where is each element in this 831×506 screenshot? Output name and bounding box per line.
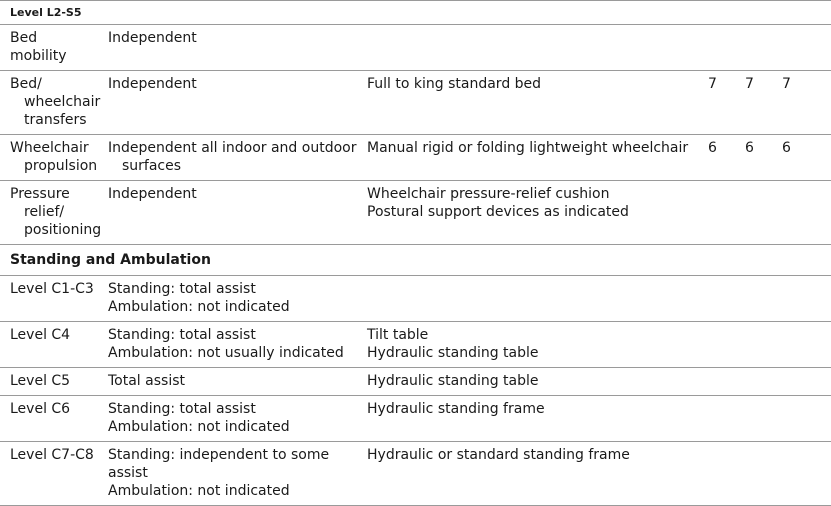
activity-text: Ambulation: not indicated [108,483,290,499]
equipment-text: Postural support devices as indicated [367,204,629,220]
equipment-text: Wheelchair pressure-relief cushion [367,186,610,202]
score-cell [698,368,735,396]
category-cell [0,25,98,71]
category-text: positioning [24,222,102,238]
score-cell: 7 [772,71,831,135]
category-text: Wheelchair [10,140,89,156]
score-cell [698,181,735,245]
equipment-text: Hydraulic or standard standing frame [367,447,630,463]
score-cell [772,181,831,245]
activity-text: surfaces [122,158,182,174]
table-row [0,322,831,368]
activity-cell [98,322,357,368]
level-cell: Level C6 [0,396,98,442]
table-row [0,135,831,181]
category-text: wheelchair [24,94,101,110]
category-text: transfers [24,112,87,128]
equipment-text: Hydraulic standing table [367,345,539,361]
equipment-cell [357,71,698,135]
score-cell: 6 [735,135,772,181]
activity-cell [98,181,357,245]
level-cell: Level C5 [0,368,98,396]
score-cell [735,442,772,506]
score-cell: 6 [772,135,831,181]
score-cell [735,181,772,245]
score-cell [698,25,735,71]
category-text: Bed mobility [10,30,67,64]
activity-cell [98,396,357,442]
category-cell [0,135,98,181]
activity-cell [98,368,357,396]
equipment-cell [357,276,698,322]
activity-text: Ambulation: not indicated [108,419,290,435]
level-cell: Level C1-C3 [0,276,98,322]
activity-text: Independent [108,30,197,46]
score-cell [772,442,831,506]
table-row [0,396,831,442]
score-cell [772,276,831,322]
category-text: propulsion [24,158,98,174]
equipment-cell [357,135,698,181]
activity-cell [98,442,357,506]
activity-text: Standing: total assist [108,281,256,297]
activity-text: Independent all indoor and outdoor [108,140,357,156]
category-text: Bed/ [10,76,42,92]
level-cell: Level C4 [0,322,98,368]
category-cell [0,71,101,135]
equipment-cell [357,368,698,396]
activity-text: Total assist [108,373,185,389]
equipment-text: Hydraulic standing table [367,373,539,389]
score-cell [772,396,831,442]
score-cell: 7 [735,71,772,135]
level-cell: Level C7-C8 [0,442,98,506]
activity-text: Standing: independent to some assist [108,447,330,481]
score-cell [698,442,735,506]
score-cell [698,396,735,442]
score-cell: 6 [698,135,735,181]
category-cell [0,181,102,245]
category-text: relief/ [24,204,65,220]
score-cell [735,368,772,396]
table-row [0,368,831,396]
score-cell [698,322,735,368]
activity-text: Ambulation: not usually indicated [108,345,344,361]
activity-text: Independent [108,186,197,202]
score-cell [735,25,772,71]
section-heading-row [0,245,831,276]
category-text: Pressure [10,186,70,202]
score-cell [735,322,772,368]
level-heading-row [0,1,831,25]
score-cell [735,396,772,442]
level-heading: Level L2-S5 [0,1,831,25]
table-row [0,442,831,506]
table-row [0,71,831,135]
equipment-text: Hydraulic standing frame [367,401,545,417]
activity-cell [98,71,357,135]
activity-cell [98,276,357,322]
score-cell [698,276,735,322]
activity-text: Standing: total assist [108,327,256,343]
table-row [0,25,831,71]
equipment-text: Full to king standard bed [367,76,542,92]
equipment-cell [357,181,698,245]
score-cell [772,25,831,71]
score-cell [772,368,831,396]
activity-text: Independent [108,76,197,92]
score-cell [735,276,772,322]
table-row [0,181,831,245]
activity-text: Ambulation: not indicated [108,299,290,315]
equipment-cell [357,396,698,442]
table-row [0,276,831,322]
activity-cell [98,25,357,71]
equipment-cell [357,442,698,506]
equipment-cell [357,322,698,368]
equipment-cell [357,25,698,71]
section-heading: Standing and Ambulation [0,245,831,276]
equipment-text: Manual rigid or folding lightweight wheelchair [367,140,689,156]
score-cell: 7 [698,71,735,135]
score-cell [772,322,831,368]
activity-text: Standing: total assist [108,401,256,417]
activity-cell [98,135,357,181]
equipment-text: Tilt table [367,327,429,343]
